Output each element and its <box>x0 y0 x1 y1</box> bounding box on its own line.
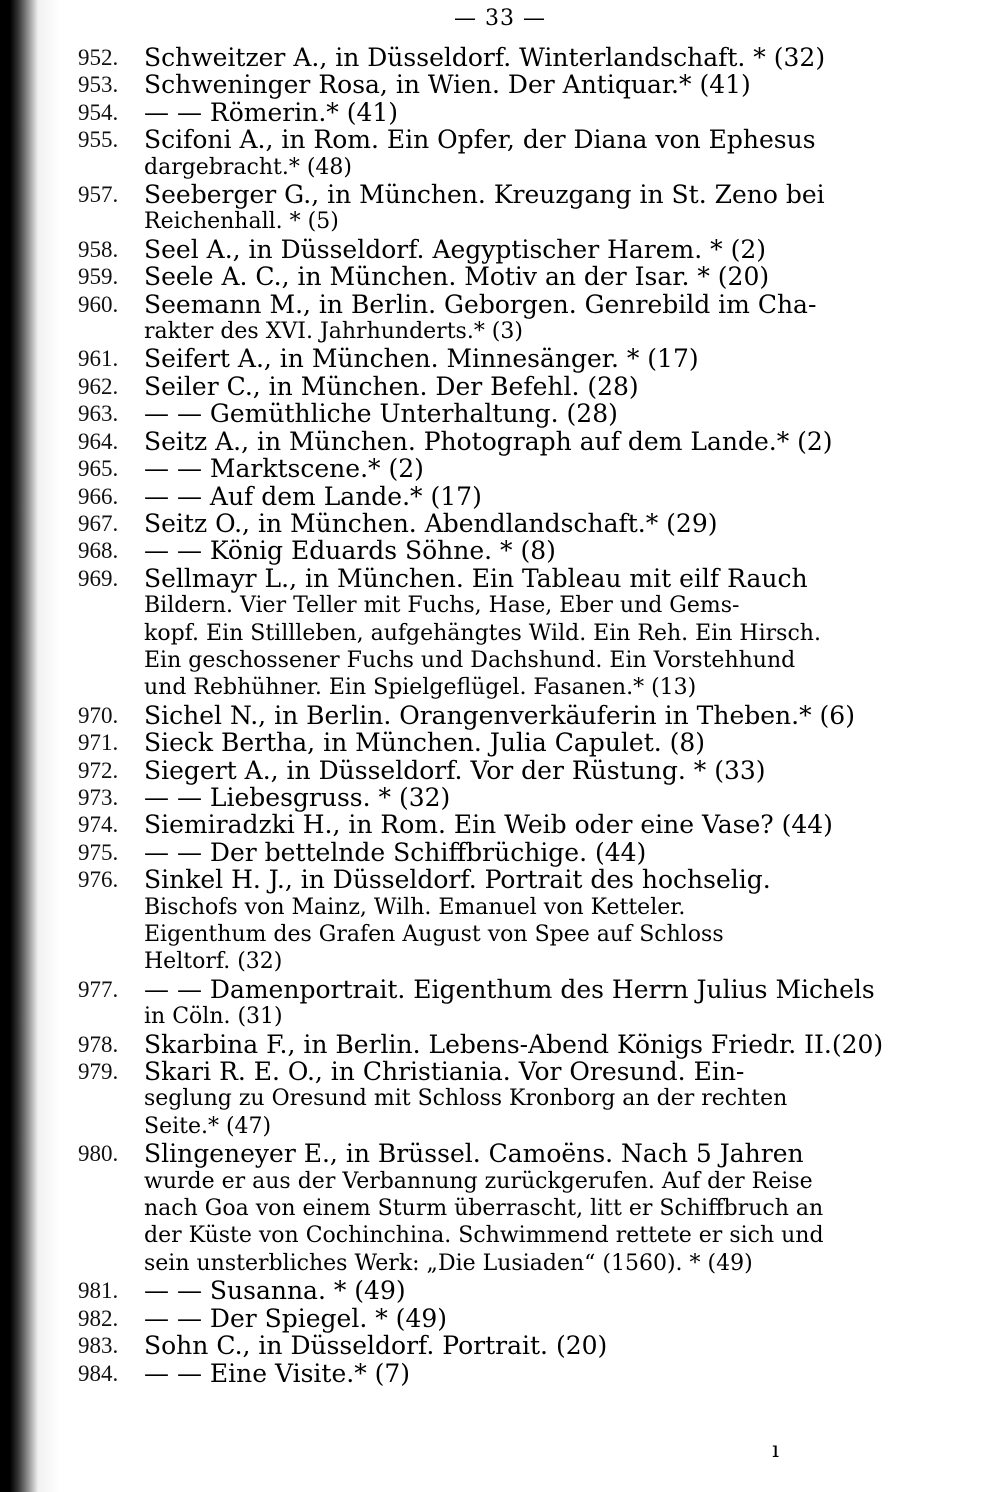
entry-continuation-line: dargebracht.* (48) <box>144 154 353 180</box>
entry-first-line: Sohn C., in Düsseldorf. Portrait. (20) <box>144 1331 608 1361</box>
entry-number: 978. <box>78 1031 119 1057</box>
entry-first-line: Schweninger Rosa, in Wien. Der Antiquar.* (41) <box>144 70 751 100</box>
entry-continuation-line: Seite.* (47) <box>144 1113 272 1139</box>
entry-number: 964. <box>78 428 119 454</box>
entry-continuation-line: sein unsterbliches Werk: „Die Lusiaden“ (1560). * (49) <box>144 1250 753 1276</box>
catalog-entry <box>78 99 920 126</box>
entry-number: 953. <box>78 72 119 98</box>
catalog-entry <box>78 1058 920 1140</box>
entry-number: 965. <box>78 456 119 482</box>
entry-number: 979. <box>78 1059 119 1085</box>
entry-number: 984. <box>78 1360 119 1386</box>
entry-first-line: Seele A. C., in München. Motiv an der Isar. * (20) <box>144 262 770 292</box>
entry-first-line: Skarbina F., in Berlin. Lebens-Abend Königs Friedr. II.(20) <box>144 1029 884 1059</box>
entry-continuation-line: nach Goa von einem Sturm überrascht, litt er Schiffbruch an <box>144 1196 824 1222</box>
entry-first-line: — — Eine Visite.* (7) <box>144 1358 411 1388</box>
entry-first-line: — — Liebesgruss. * (32) <box>144 782 451 812</box>
entry-first-line: — — König Eduards Söhne. * (8) <box>144 536 556 566</box>
entry-first-line: Schweitzer A., in Düsseldorf. Winterlandschaft. * (32) <box>144 43 826 72</box>
catalog-entry <box>78 181 920 236</box>
entry-continuation-line: kopf. Ein Stillleben, aufgehängtes Wild. Ein Reh. Ein Hirsch. <box>144 620 821 646</box>
catalog-entry <box>78 373 920 400</box>
entry-number: 960. <box>78 291 119 317</box>
catalog-entry <box>78 1277 920 1304</box>
catalog-entry <box>78 839 920 866</box>
entry-number: 959. <box>78 264 119 290</box>
entry-first-line: Seifert A., in München. Minnesänger. * (17) <box>144 344 699 374</box>
entry-first-line: Sichel N., in Berlin. Orangenverkäuferin in Theben.* (6) <box>144 700 855 730</box>
page-number: — 33 — <box>454 6 546 31</box>
entry-first-line: — — Der bettelnde Schiffbrüchige. (44) <box>144 837 647 867</box>
entry-number: 973. <box>78 784 119 810</box>
entry-first-line: Siemiradzki H., in Rom. Ein Weib oder eine Vase? (44) <box>144 810 833 840</box>
entry-first-line: Sieck Bertha, in München. Julia Capulet. (8) <box>144 728 706 758</box>
entry-first-line: — — Römerin.* (41) <box>144 97 399 127</box>
entry-first-line: Slingeneyer E., in Brüssel. Camoëns. Nach 5 Jahren <box>144 1139 804 1169</box>
catalog-entry <box>78 71 920 98</box>
catalog-entry <box>78 866 920 976</box>
catalog-entry <box>78 126 920 181</box>
catalog-entry <box>78 236 920 263</box>
entry-first-line: — — Gemüthliche Unterhaltung. (28) <box>144 399 618 429</box>
entry-number: 983. <box>78 1333 119 1359</box>
entry-number: 982. <box>78 1305 119 1331</box>
entry-continuation-line: seglung zu Oresund mit Schloss Kronborg an der rechten <box>144 1086 788 1112</box>
catalog-entry <box>78 1360 920 1387</box>
entry-first-line: Seel A., in Düsseldorf. Aegyptischer Harem. * (2) <box>144 234 767 264</box>
entry-continuation-line: Bildern. Vier Teller mit Fuchs, Hase, Eber und Gems- <box>144 593 740 619</box>
entry-continuation-line: und Rebhühner. Ein Spielgeflügel. Fasanen.* (13) <box>144 675 697 701</box>
catalog-entry <box>78 811 920 838</box>
entry-first-line: Sinkel H. J., in Düsseldorf. Portrait des hochselig. <box>144 865 771 895</box>
entry-number: 958. <box>78 236 119 262</box>
catalog-entry <box>78 510 920 537</box>
catalog-entry <box>78 565 920 702</box>
catalog-entry <box>78 428 920 455</box>
corner-mark: ı <box>772 1438 780 1463</box>
entry-number: 961. <box>78 346 119 372</box>
entry-number: 954. <box>78 99 119 125</box>
entry-first-line: Siegert A., in Düsseldorf. Vor der Rüstung. * (33) <box>144 755 766 785</box>
catalog-entry <box>78 455 920 482</box>
entry-number: 962. <box>78 373 119 399</box>
catalog-entry <box>78 291 920 346</box>
entry-number: 966. <box>78 483 119 509</box>
entry-number: 967. <box>78 510 119 536</box>
entry-continuation-line: Bischofs von Mainz, Wilh. Emanuel von Ketteler. <box>144 894 686 920</box>
entry-continuation-line: in Cöln. (31) <box>144 1004 283 1030</box>
entry-number: 972. <box>78 757 119 783</box>
entry-first-line: Skari R. E. O., in Christiania. Vor Oresund. Ein- <box>144 1057 745 1087</box>
entry-number: 955. <box>78 127 119 153</box>
catalog-entry <box>78 400 920 427</box>
entry-first-line: Seiler C., in München. Der Befehl. (28) <box>144 371 639 401</box>
catalog-entry <box>78 263 920 290</box>
entry-number: 977. <box>78 976 119 1002</box>
catalog-entry <box>78 1332 920 1359</box>
entry-continuation-line: Ein geschossener Fuchs und Dachshund. Ein Vorstehhund <box>144 647 796 673</box>
entry-number: 963. <box>78 401 119 427</box>
entry-number: 957. <box>78 182 119 208</box>
entry-continuation-line: Heltorf. (32) <box>144 949 283 975</box>
catalog-entry <box>78 44 920 71</box>
catalog-entry <box>78 1305 920 1332</box>
catalog-entry <box>78 729 920 756</box>
catalog-entry <box>78 1140 920 1277</box>
entry-continuation-line: Eigenthum des Grafen August von Spee auf Schloss <box>144 922 724 947</box>
entry-first-line: Seeberger G., in München. Kreuzgang in St. Zeno bei <box>144 180 825 210</box>
entry-first-line: — — Auf dem Lande.* (17) <box>144 481 482 511</box>
catalog-entry <box>78 784 920 811</box>
entry-number: 976. <box>78 867 119 893</box>
entry-number: 969. <box>78 565 119 591</box>
entry-number: 968. <box>78 538 119 564</box>
entry-continuation-line: der Küste von Cochinchina. Schwimmend rettete er sich und <box>144 1223 824 1249</box>
entry-first-line: Seitz O., in München. Abendlandschaft.* (29) <box>144 508 718 538</box>
entry-first-line: Seemann M., in Berlin. Geborgen. Genrebild im Cha- <box>144 289 817 319</box>
entry-number: 981. <box>78 1278 119 1304</box>
catalog-entry <box>78 345 920 372</box>
entry-first-line: Seitz A., in München. Photograph auf dem Lande.* (2) <box>144 426 833 456</box>
catalog-entry <box>78 1031 920 1058</box>
catalog-entry <box>78 483 920 510</box>
entry-first-line: Sellmayr L., in München. Ein Tableau mit eilf Rauch <box>144 563 808 593</box>
entry-first-line: — — Marktscene.* (2) <box>144 454 424 484</box>
entry-number: 971. <box>78 730 119 756</box>
catalog-entry <box>78 537 920 564</box>
entry-number: 980. <box>78 1141 119 1167</box>
catalog-entry <box>78 757 920 784</box>
entry-number: 974. <box>78 812 119 838</box>
entry-first-line: Scifoni A., in Rom. Ein Opfer, der Diana von Ephesus <box>144 125 816 155</box>
entry-continuation-line: rakter des XVI. Jahrhunderts.* (3) <box>144 319 523 345</box>
entry-first-line: — — Damenportrait. Eigenthum des Herrn Julius Michels <box>144 974 875 1004</box>
entry-number: 975. <box>78 839 119 865</box>
entry-continuation-line: Reichenhall. * (5) <box>144 209 339 235</box>
entry-number: 952. <box>78 45 119 70</box>
entry-first-line: — — Der Spiegel. * (49) <box>144 1303 448 1333</box>
catalog-entry <box>78 702 920 729</box>
entry-first-line: — — Susanna. * (49) <box>144 1276 406 1306</box>
entry-continuation-line: wurde er aus der Verbannung zurückgerufen. Auf der Reise <box>144 1168 813 1194</box>
catalog-entry-list <box>78 44 920 1387</box>
binding-shadow <box>0 0 60 1492</box>
entry-number: 970. <box>78 702 119 728</box>
catalog-entry <box>78 976 920 1031</box>
